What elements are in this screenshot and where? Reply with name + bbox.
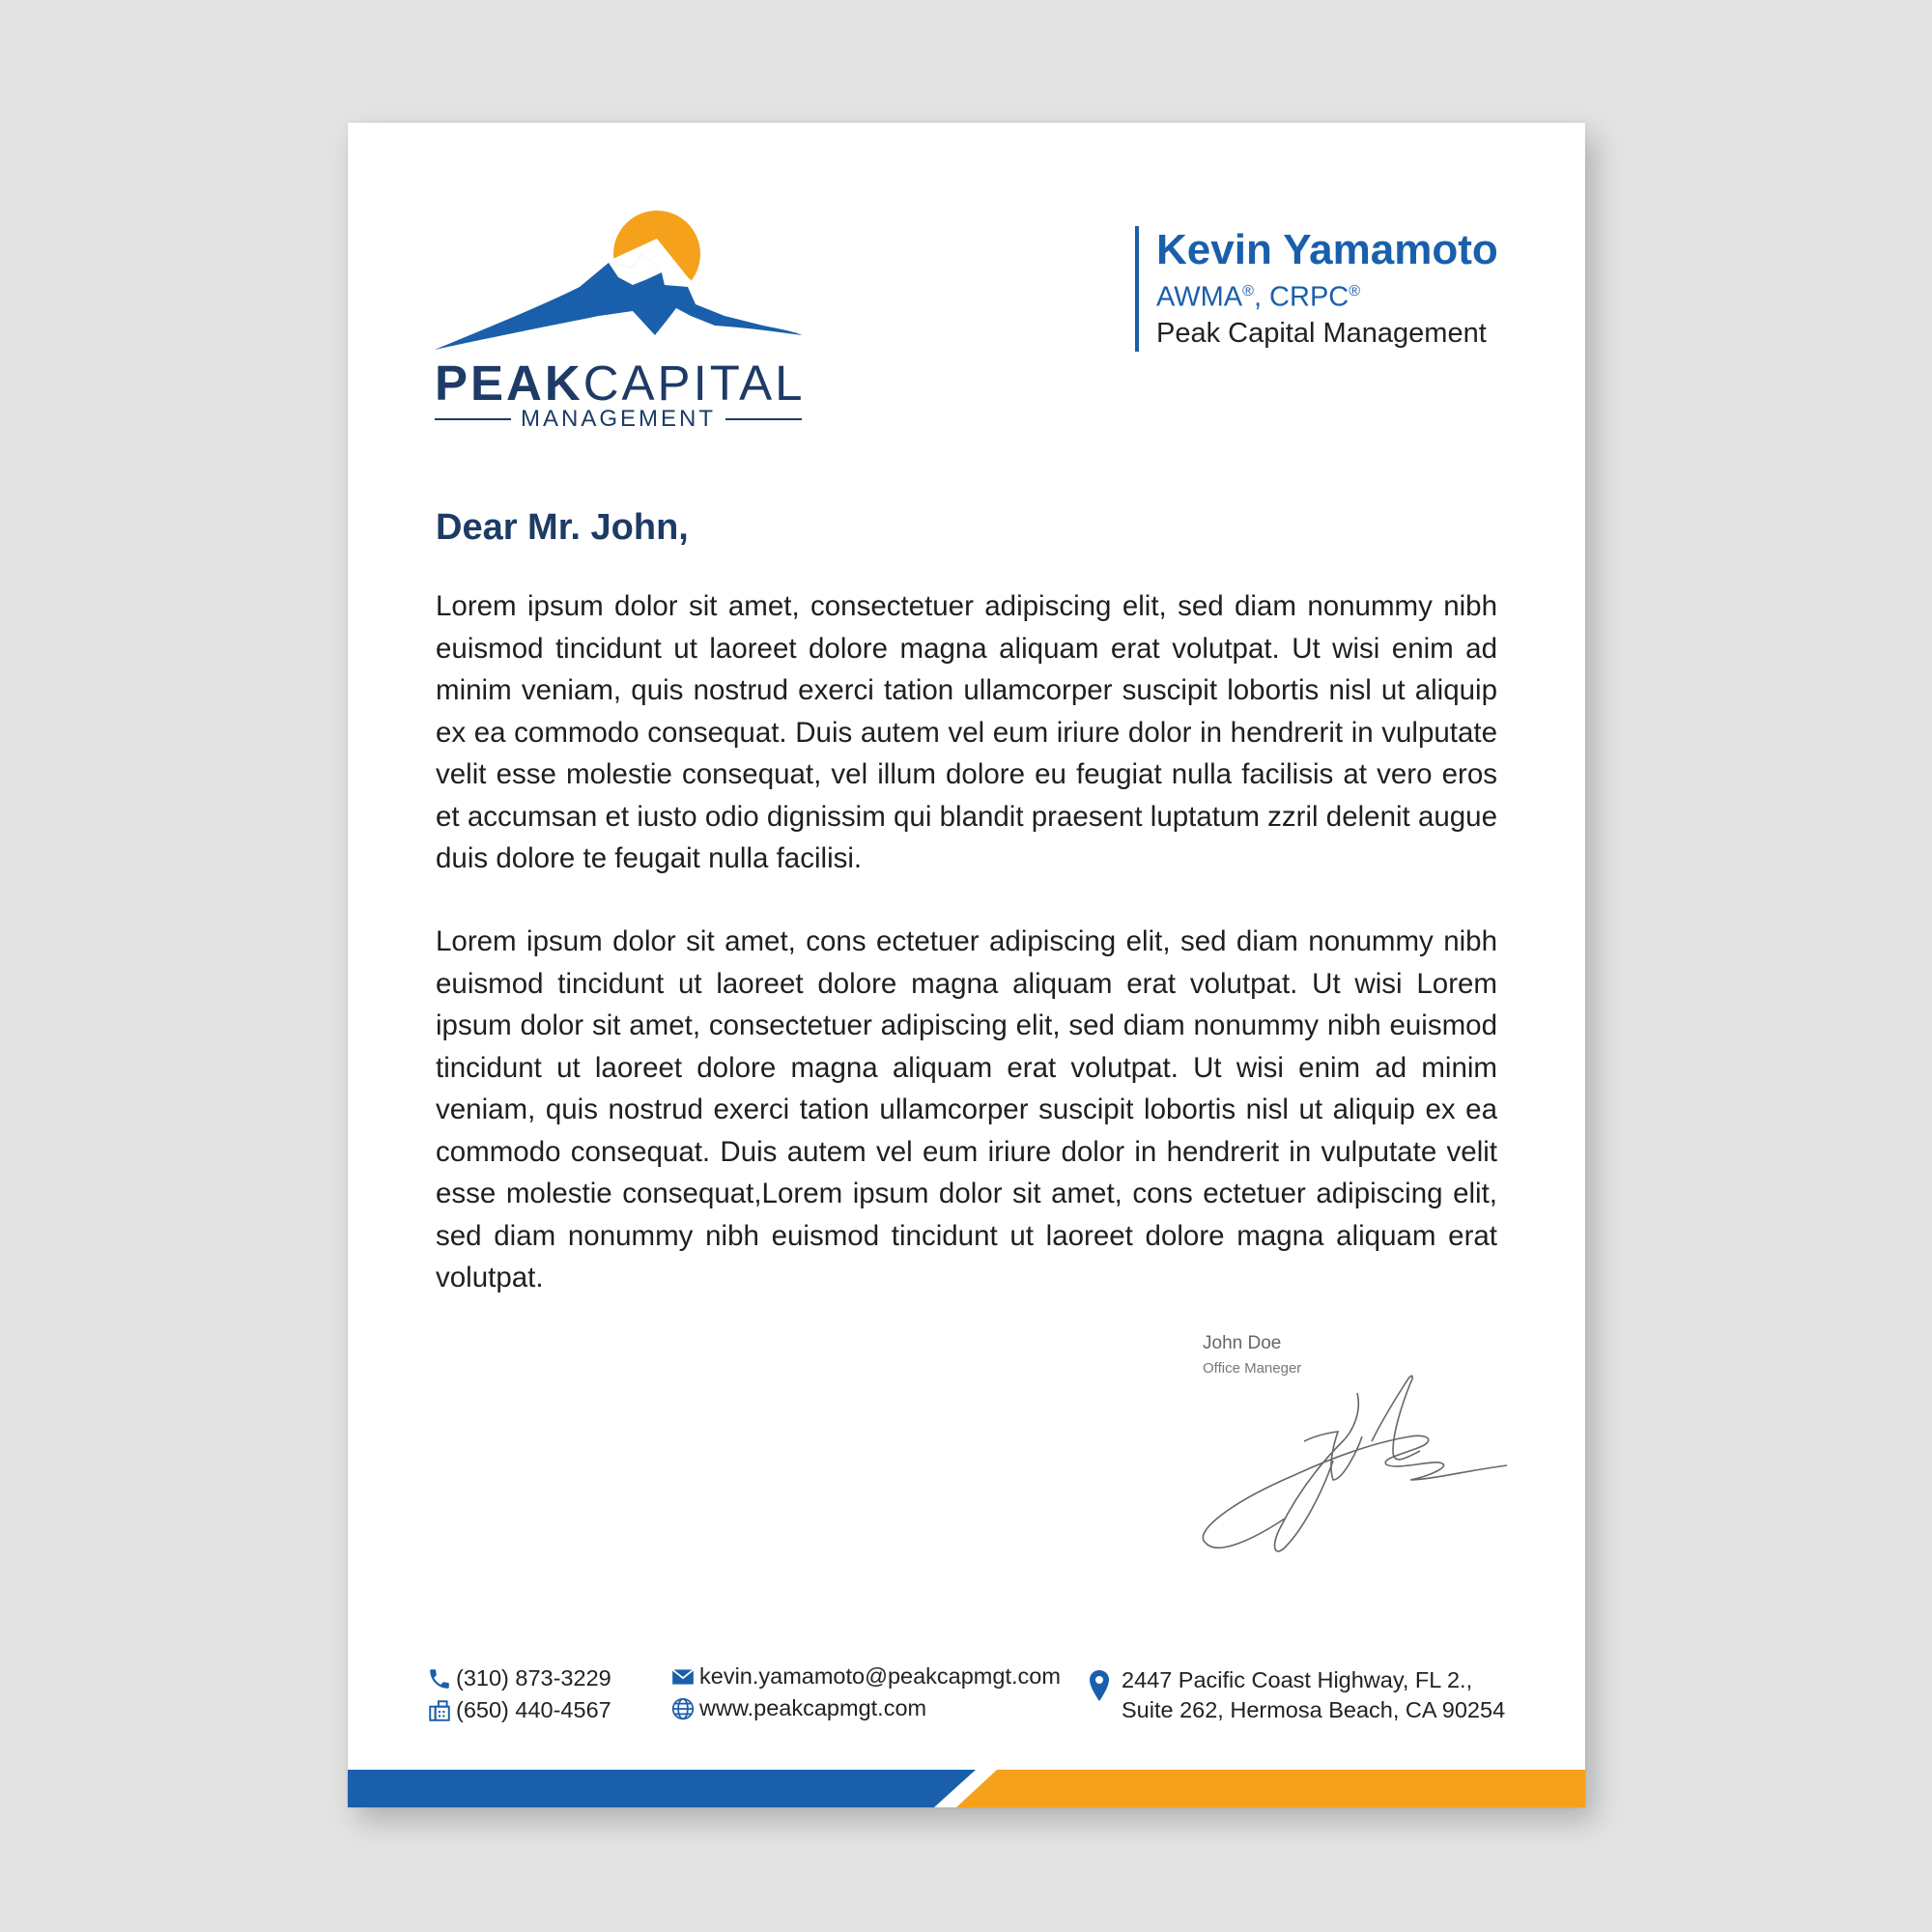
location-pin-icon bbox=[1089, 1669, 1110, 1704]
signature-block bbox=[1203, 1333, 1512, 1565]
blue-bar bbox=[348, 1770, 976, 1807]
body-paragraph-2: Lorem ipsum dolor sit amet, cons ectetuer adipiscing elit, sed diam nonummy nibh euismod tincidunt ut laoreet dolore magna aliquam erat volutpat. Ut wisi Lorem ipsum dolor sit amet, consectetuer adipiscing elit, sed diam nonummy nibh euismod tincidunt ut laoreet dolore magna aliquam erat volutpat. Ut wisi enim ad minim veniam, quis nostrud exerci tation ullamcorper suscipit lobortis nisl ut aliquip ex ea commodo consequat. Duis autem vel eum iriure dolor in hendrerit in vulputate velit esse molestie consequat,Lorem ipsum dolor sit amet, cons ectetuer adipiscing elit, sed diam nonummy nibh euismod tincidunt ut laoreet dolore magna aliquam erat volutpat. bbox=[436, 925, 1497, 1293]
footer-email[interactable]: kevin.yamamoto@peakcapmgt.com bbox=[670, 1663, 1061, 1690]
footer-website[interactable]: www.peakcapmgt.com bbox=[670, 1695, 926, 1721]
company-logo bbox=[435, 171, 806, 509]
address-line-2: Suite 262, Hermosa Beach, CA 90254 bbox=[1122, 1697, 1506, 1722]
sender-credentials: AWMA®, CRPC® bbox=[1156, 281, 1361, 313]
body-paragraph-1: Lorem ipsum dolor sit amet, consectetuer adipiscing elit, sed diam nonummy nibh euismod tincidunt ut laoreet dolore magna aliquam erat volutpat. Ut wisi enim ad minim veniam, quis nostrud exerci tation ullamcorper suscipit lobortis nisl ut aliquip ex ea commodo consequat. Duis autem vel eum iriure dolor in hendrerit in vulputate velit esse molestie consequat, vel illum dolore eu feugiat nulla facilisis at vero eros et accumsan et iusto odio dignissim qui blandit praesent luptatum zzril delenit augue duis dolore te feugait nulla facilisi. bbox=[436, 590, 1497, 874]
footer-phone[interactable]: (310) 873-3229 bbox=[427, 1665, 611, 1691]
mountain-sun-icon bbox=[435, 171, 802, 364]
footer-color-bars bbox=[348, 1770, 1585, 1807]
signature-scribble bbox=[1188, 1345, 1507, 1567]
logo-wordmark: PEAKCAPITAL bbox=[435, 355, 806, 411]
phone-icon bbox=[427, 1666, 452, 1691]
address-line-1: 2447 Pacific Coast Highway, FL 2., bbox=[1122, 1667, 1473, 1692]
footer-address[interactable] bbox=[1089, 1665, 1505, 1725]
sender-company: Peak Capital Management bbox=[1156, 317, 1487, 349]
logo-subtitle: MANAGEMENT bbox=[435, 405, 802, 434]
signer-name: John Doe bbox=[1203, 1333, 1282, 1353]
orange-bar bbox=[956, 1770, 1585, 1807]
email-icon bbox=[670, 1664, 696, 1690]
salutation: Dear Mr. John, bbox=[436, 507, 689, 548]
footer-contacts bbox=[427, 1665, 1548, 1743]
globe-icon bbox=[670, 1696, 696, 1721]
sender-block bbox=[1135, 226, 1498, 352]
signer-title: Office Maneger bbox=[1203, 1360, 1302, 1377]
letterhead-page bbox=[348, 123, 1585, 1807]
footer-fax[interactable]: (650) 440-4567 bbox=[427, 1697, 611, 1723]
sender-name: Kevin Yamamoto bbox=[1156, 226, 1498, 273]
fax-icon bbox=[427, 1698, 452, 1723]
